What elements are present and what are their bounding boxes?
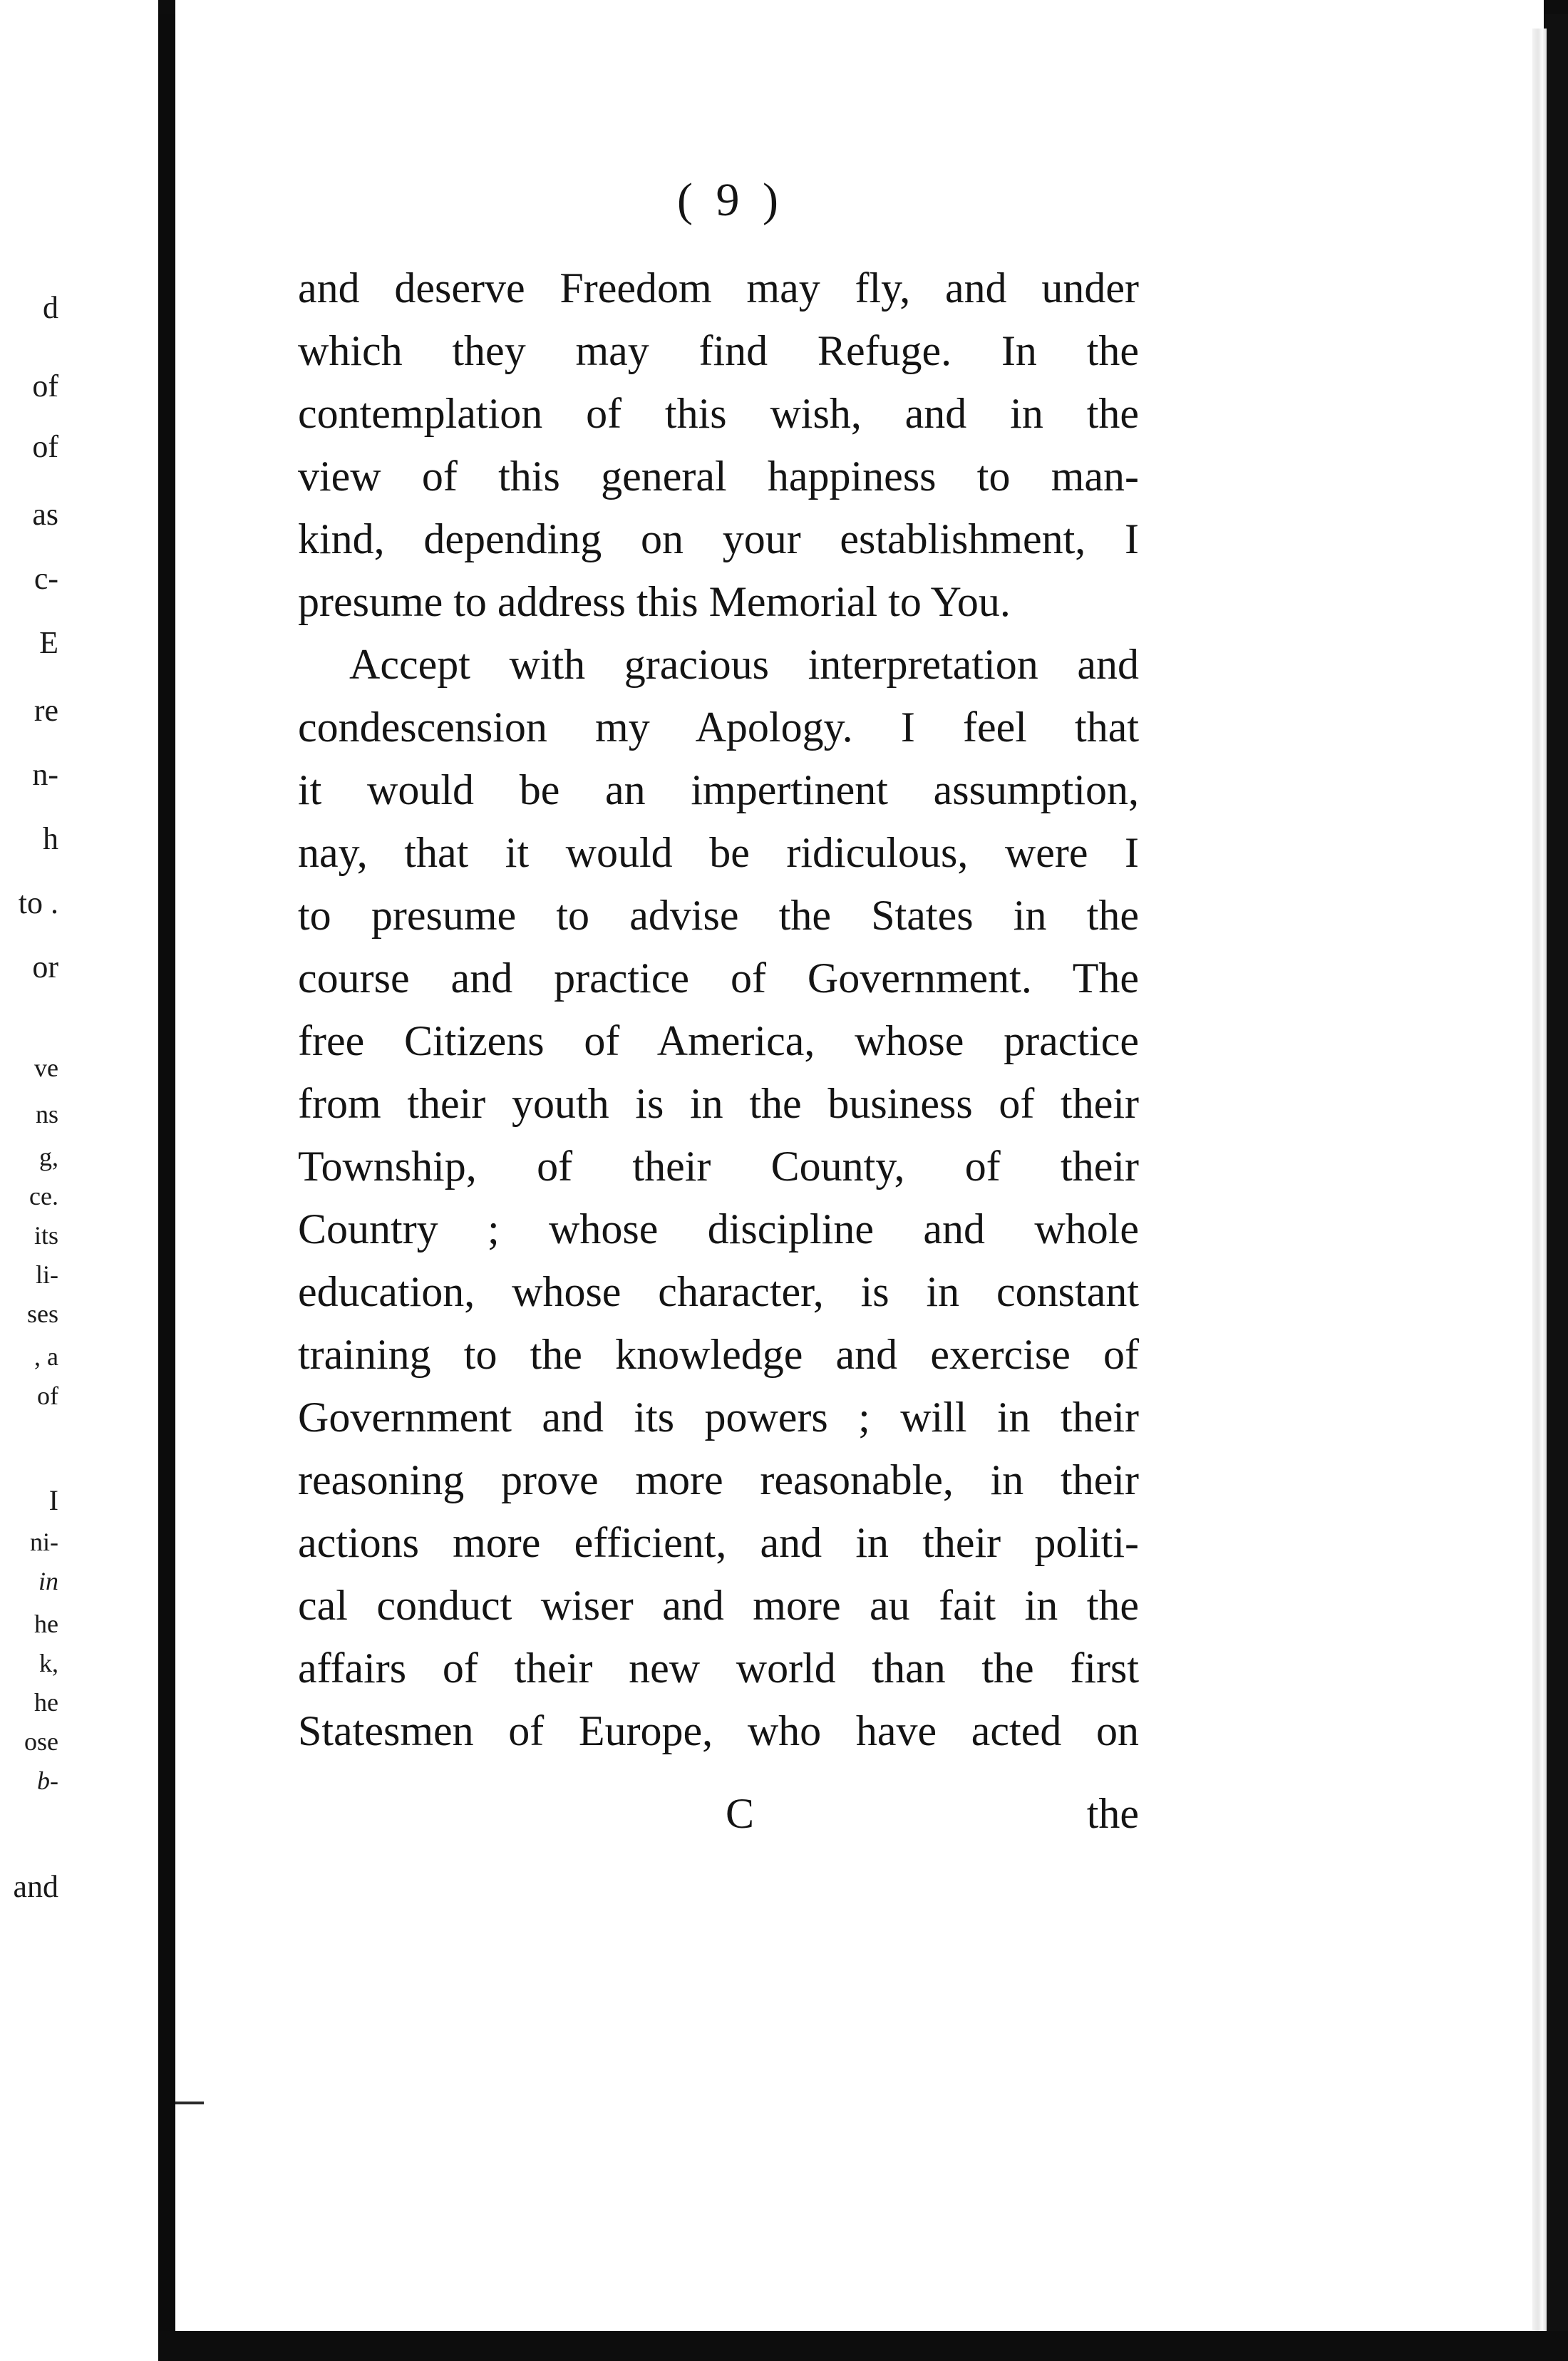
text-line: Township, of their County, of their [298,1143,1139,1190]
text-line: cal conduct wiser and more au fait in the [298,1582,1139,1629]
text-line: Statesmen of Europe, who have acted on [298,1707,1139,1754]
text-line: actions more efficient, and in their politi- [298,1519,1139,1566]
text-line: and deserve Freedom may fly, and under [298,264,1139,312]
left-fragment: and [13,1869,58,1904]
body-text [298,257,1139,1762]
page-footer [298,1789,1139,1853]
left-fragment: h [43,821,58,856]
text-line: training to the knowledge and exercise of [298,1331,1139,1378]
left-fragment: its [33,1221,58,1250]
left-fragment: ns [35,1100,58,1128]
left-fragment: he [34,1610,58,1638]
text-line: view of this general happiness to man- [298,453,1139,500]
text-line: free Citizens of America, whose practice [298,1017,1139,1064]
left-fragment: li- [36,1260,58,1289]
left-fragment: of [32,429,58,464]
text-line: to presume to advise the States in the [298,892,1139,939]
text-line: it would be an impertinent assumption, [298,766,1139,813]
left-fragment: ni- [30,1528,58,1556]
text-line: condescension my Apology. I feel that [298,704,1139,751]
left-fragment: , a [34,1342,58,1371]
left-page-edge [0,0,158,2361]
text-line: nay, that it would be ridiculous, were I [298,829,1139,876]
text-line: contemplation of this wish, and in the [298,390,1139,437]
left-fragment: as [32,497,58,532]
left-fragment: k, [39,1649,58,1677]
left-fragment: of [37,1382,58,1410]
left-fragment: re [33,693,58,728]
left-fragment: he [34,1688,58,1717]
scan-bottom-edge [158,2331,1568,2361]
catchword: the [1086,1790,1139,1837]
text-line: presume to address this Memorial to You. [298,578,1011,625]
margin-tick-mark [175,2102,204,2104]
text-line: from their youth is in the business of their [298,1080,1139,1127]
left-fragment: or [32,950,58,984]
left-fragment: ses [27,1300,58,1328]
left-fragment: of [32,369,58,403]
left-fragment: d [43,290,58,325]
left-fragment: ve [34,1054,58,1082]
left-fragment: E [39,625,58,660]
text-line: course and practice of Government. The [298,955,1139,1002]
left-fragment: b- [37,1766,58,1795]
text-line: reasoning prove more reasonable, in their [298,1456,1139,1503]
text-line: Country ; whose discipline and whole [298,1205,1139,1252]
left-fragment: n- [32,757,58,792]
left-fragment: I [48,1484,58,1516]
left-fragment: c- [33,561,58,596]
left-fragment: ose [24,1727,58,1756]
text-line: which they may find Refuge. In the [298,327,1139,374]
left-fragment: to . [18,885,58,920]
signature-mark: C [726,1790,755,1837]
text-line: kind, depending on your establishment, I [298,515,1139,562]
page-stack-edge [1532,29,1547,2331]
text-line: Accept with gracious interpretation and [349,641,1139,688]
text-line: Government and its powers ; will in their [298,1394,1139,1441]
left-fragment: g, [39,1143,58,1171]
left-fragment: in [38,1567,58,1595]
left-fragment: ce. [29,1182,58,1210]
page-number-header: ( 9 ) [677,174,784,226]
text-line: education, whose character, is in constant [298,1268,1139,1315]
text-line: affairs of their new world than the first [298,1645,1139,1692]
